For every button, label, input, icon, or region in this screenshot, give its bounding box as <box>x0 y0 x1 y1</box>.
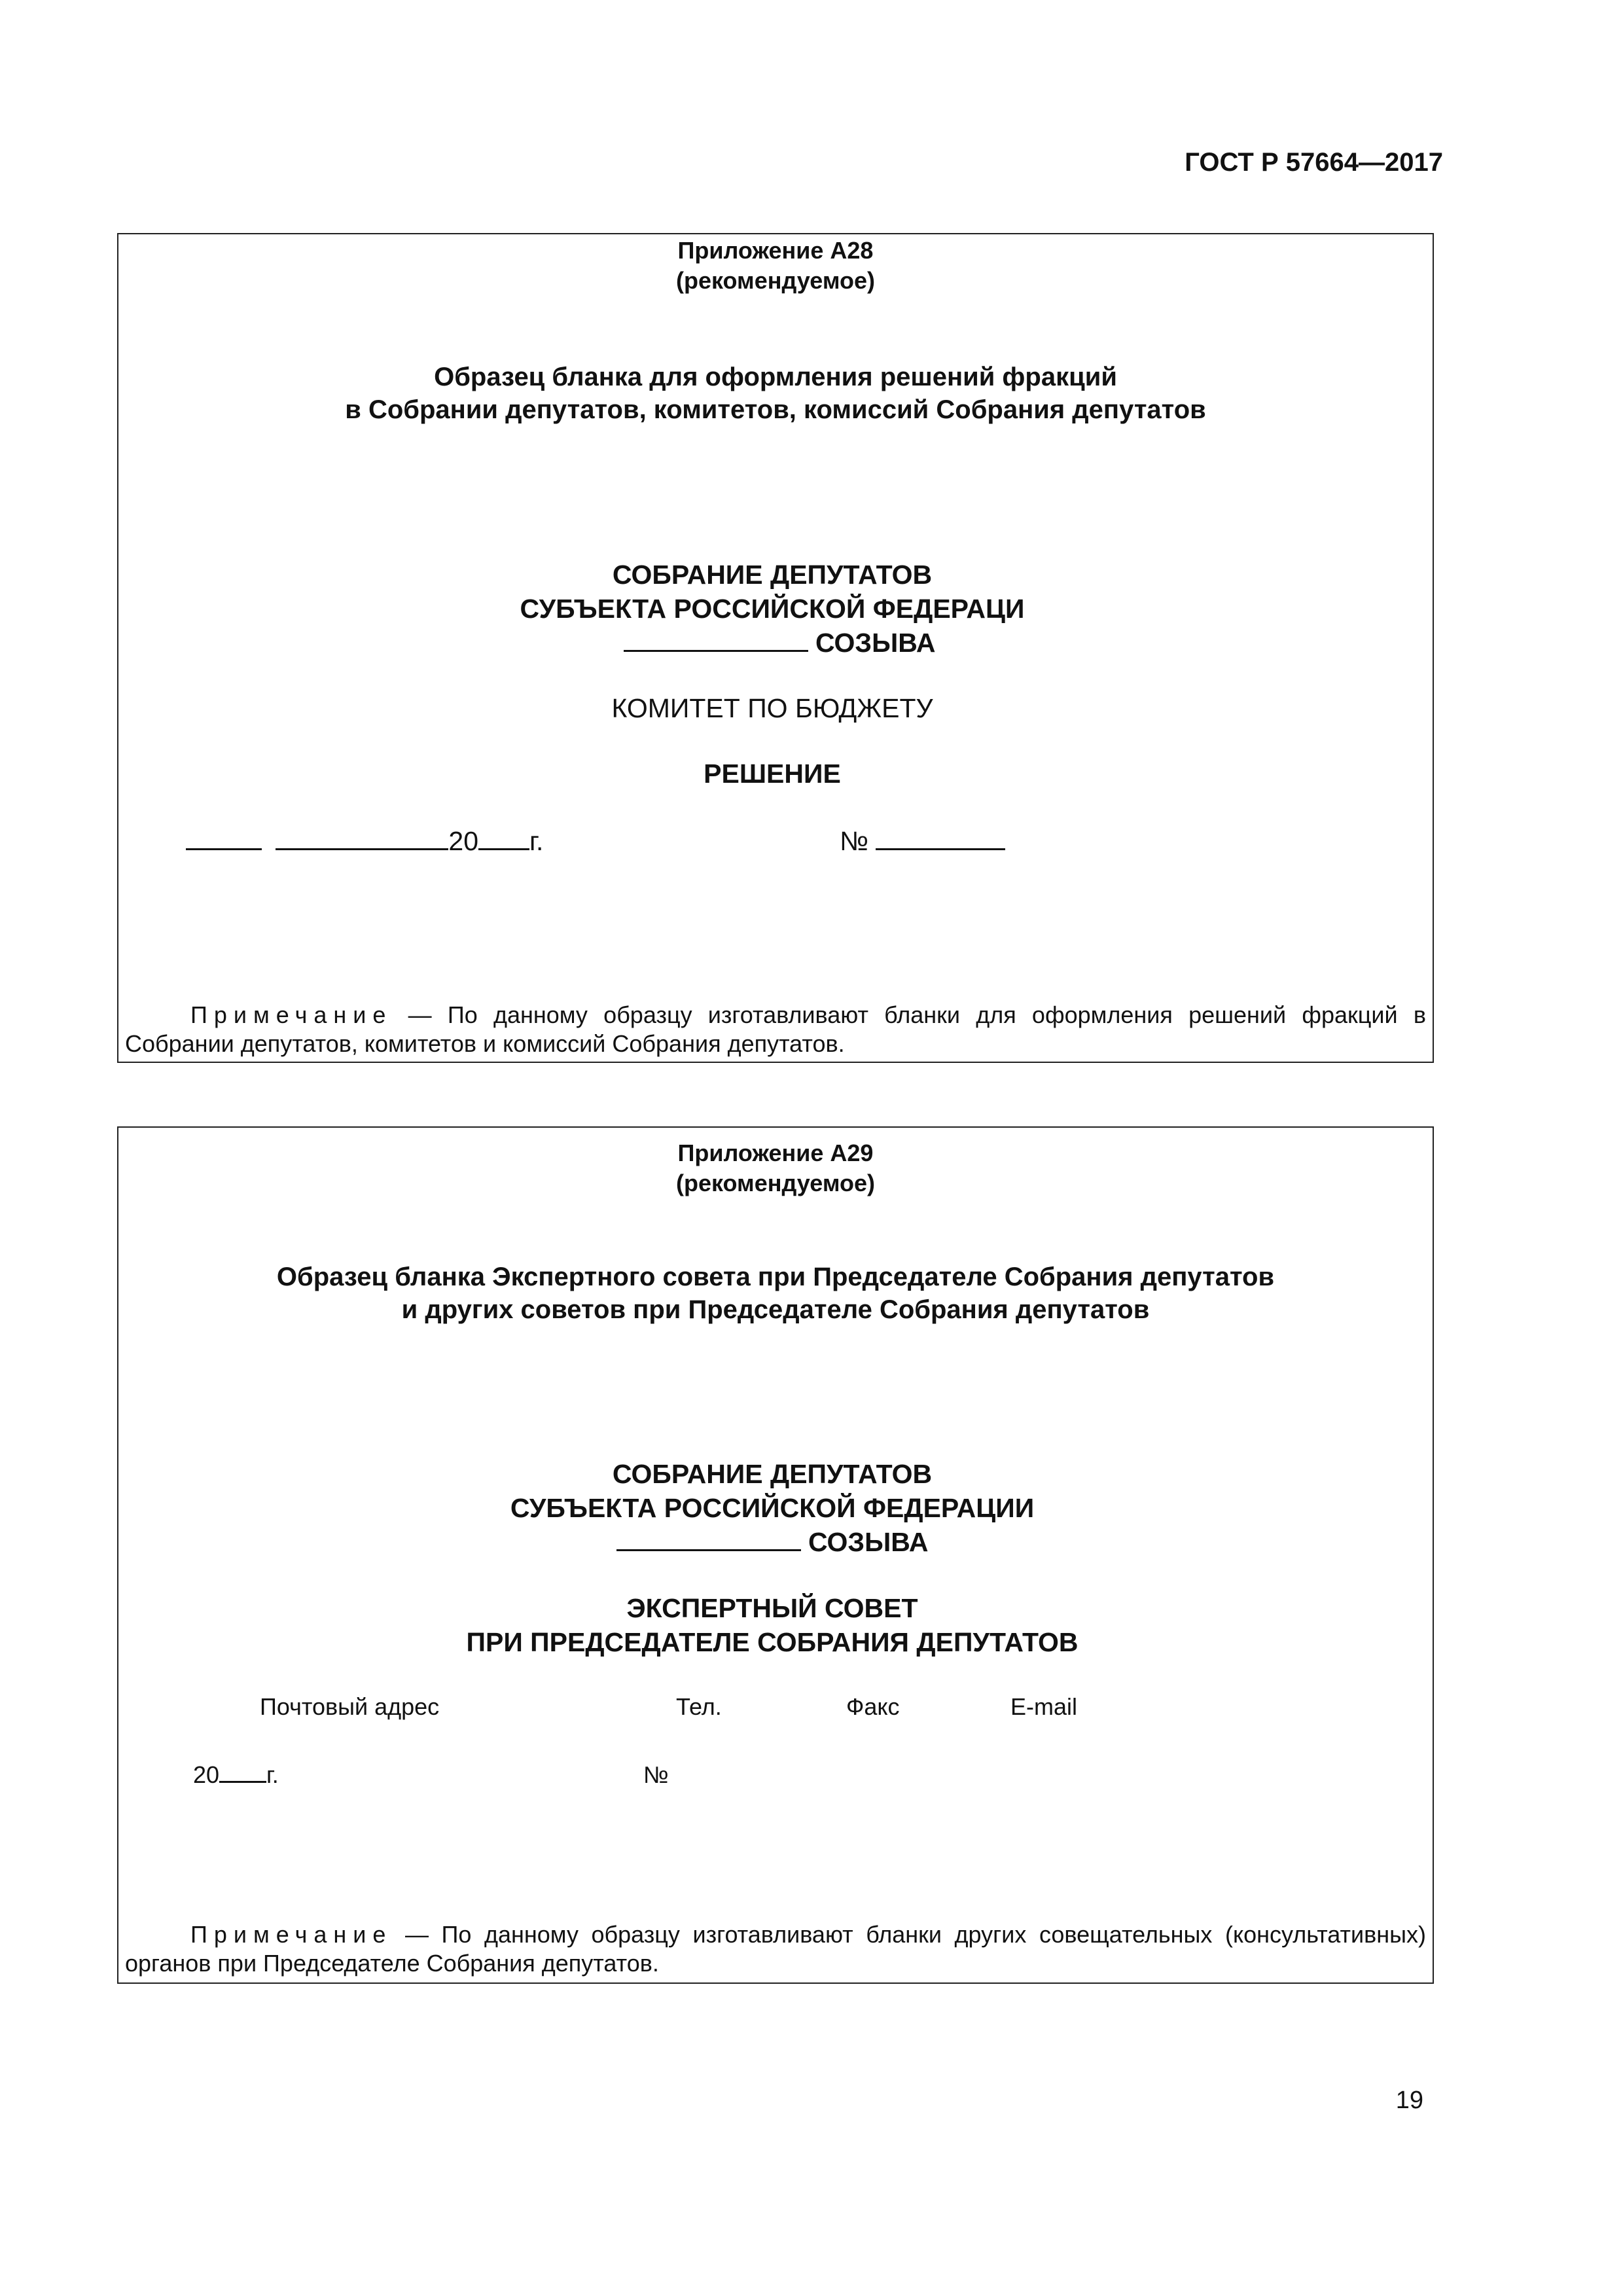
note-label: Примечание <box>190 1001 393 1028</box>
appendix-a28-title-line1: Образец бланка для оформления решений фракций <box>434 363 1117 391</box>
date-year-blank <box>478 826 529 850</box>
appendix-a29-council-line1: ЭКСПЕРТНЫЙ СОВЕТ <box>626 1593 918 1623</box>
appendix-a28-number-label: № <box>840 826 868 856</box>
email-label: E-mail <box>1010 1693 1078 1720</box>
appendix-a28-date-suffix: г. <box>529 826 544 856</box>
appendix-a29-status: (рекомендуемое) <box>676 1170 875 1196</box>
appendix-a28-doc-type: РЕШЕНИЕ <box>704 759 841 789</box>
appendix-a28-org-line2: СУБЪЕКТА РОССИЙСКОЙ ФЕДЕРАЦИ <box>520 594 1025 624</box>
appendix-a28-label: Приложение А28 <box>677 237 874 264</box>
appendix-a29-convocation: СОЗЫВА <box>808 1527 929 1557</box>
appendix-a28-status: (рекомендуемое) <box>676 267 875 294</box>
appendix-a29-convocation-row <box>115 1524 1429 1560</box>
page-number: 19 <box>1395 2087 1423 2114</box>
appendix-a28-org-line1: СОБРАНИЕ ДЕПУТАТОВ <box>612 560 933 590</box>
appendix-a28-title-line2: в Собрании депутатов, комитетов, комиссий Собрания депутатов <box>345 395 1206 424</box>
number-blank <box>876 826 1005 850</box>
note-text: — По данному образцу изготавливают бланки для оформления решений фракций в Собрании депутатов, комитетов и комиссий Собрания депутатов. <box>125 1001 1426 1057</box>
address-label: Почтовый адрес <box>260 1693 440 1720</box>
appendix-a28-convocation: СОЗЫВА <box>815 628 936 658</box>
appendix-a29-note <box>125 1920 1426 1978</box>
date-month-blank <box>276 826 448 850</box>
appendix-a28-convocation-row <box>122 625 1436 660</box>
appendix-a29-council-line2: ПРИ ПРЕДСЕДАТЕЛЕ СОБРАНИЯ ДЕПУТАТОВ <box>466 1627 1079 1657</box>
date-day-blank <box>186 826 262 850</box>
appendix-a29-title-line2: и других советов при Председателе Собрания депутатов <box>401 1295 1150 1324</box>
appendix-a28-committee: КОМИТЕТ ПО БЮДЖЕТУ <box>611 693 933 723</box>
note-label: Примечание <box>190 1921 393 1948</box>
standard-designation: ГОСТ Р 57664—2017 <box>1185 148 1443 177</box>
appendix-a29-frame <box>117 1126 1434 1984</box>
appendix-a28-note <box>125 1001 1426 1058</box>
appendix-a28-frame <box>117 233 1434 1063</box>
appendix-a29-date-suffix: г. <box>266 1761 279 1788</box>
note-text: — По данному образцу изготавливают бланки других совещательных (консультативных) органов при Председателе Собрания депутатов. <box>125 1921 1426 1977</box>
fax-label: Факс <box>846 1693 900 1720</box>
appendix-a29-org-line1: СОБРАНИЕ ДЕПУТАТОВ <box>612 1459 933 1489</box>
appendix-a29-org-line2: СУБЪЕКТА РОССИЙСКОЙ ФЕДЕРАЦИИ <box>510 1493 1035 1523</box>
appendix-a28-date-row <box>186 823 543 859</box>
appendix-a28-date-year: 20 <box>448 826 479 856</box>
appendix-a29-number-label: № <box>643 1761 669 1788</box>
phone-label: Тел. <box>676 1693 722 1720</box>
appendix-a28-number-row <box>840 823 1005 859</box>
appendix-a29-date-row <box>193 1760 279 1790</box>
convocation-blank-line <box>616 1527 801 1551</box>
appendix-a29-label: Приложение А29 <box>677 1139 874 1166</box>
convocation-blank-line <box>624 628 808 652</box>
appendix-a29-date-year: 20 <box>193 1761 220 1788</box>
date-year-blank <box>219 1761 266 1783</box>
appendix-a29-title-line1: Образец бланка Экспертного совета при Председателе Собрания депутатов <box>276 1263 1275 1291</box>
